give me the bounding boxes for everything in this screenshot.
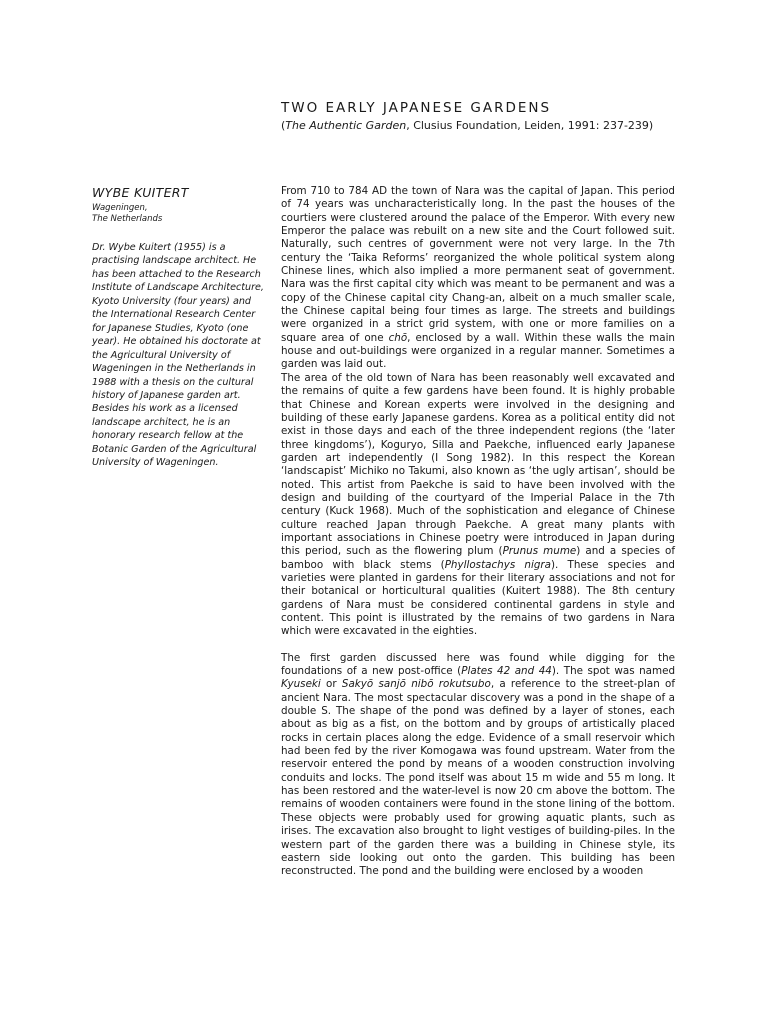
paragraph-1 <box>281 185 675 372</box>
p3-text-or: or <box>320 678 342 691</box>
p3-term-kyuseki: Kyuseki <box>281 678 321 691</box>
author-city: Wageningen, <box>92 203 148 213</box>
author-name: WYBE KUITERT <box>92 185 189 200</box>
article-body <box>281 185 675 879</box>
paragraph-3 <box>281 652 675 879</box>
author-bio: Dr. Wybe Kuitert (1955) is a practising landscape architect. He has been attached to the Research Institute of Landscape Architecture, Kyoto University (four years) and the International Research Center for Japanese Studies, Kyoto (one year). He obtained his doctorate at the Agricultural University of Wageningen in the Netherlands in 1988 with a thesis on the cultural history of Japanese garden art. Besides his work as a licensed landscape architect, he is an honorary research fellow at the Botanic Garden of the Agricultural University of Wageningen. <box>92 242 264 469</box>
p2-text-c: ). These species and varieties were planted in gardens for their literary associations and not for their botanical or horticultural qualities (Kuitert 1988). The 8th century gardens of Nara must be considered continental gardens in style and content. This point is illustrated by the remains of two gardens in Nara which were excavated in the eighties. <box>281 558 675 638</box>
p3-text-b: ). The spot was named <box>551 665 676 678</box>
author-country: The Netherlands <box>92 214 163 224</box>
author-sidebar <box>92 185 264 479</box>
source-details: , Clusius Foundation, Leiden, 1991: 237-239) <box>406 119 654 132</box>
p3-text-c: , a reference to the street-plan of ancient Nara. The most spectacular discovery was a pond in the shape of a double S. The shape of the pond was defined by a layer of stones, each about as big as a fist, on the bottom and by groups of artistically placed rocks in certain places along the edge. Evidence of a small reservoir which had been fed by the river Komogawa was found upstream. Water from the reservoir entered the pond by means of a wooden construction involving conduits and locks. The pond itself was about 15 m wide and 55 m long. It has been restored and the water-level is now 20 cm above the bottom. The remains of wooden containers were found in the stone lining of the bottom. These objects were probably used for growing aquatic plants, such as irises. The excavation also brought to light vestiges of building-piles. In the western part of the garden there was a building in Chinese style, its eastern side looking out onto the garden. This building has been reconstructed. The pond and the building were enclosed by a wooden <box>281 678 675 878</box>
p3-term-sakyo: Sakyō sanjō nibō rokutsubo <box>341 678 491 691</box>
p1-text-a: From 710 to 784 AD the town of Nara was the capital of Japan. This period of 74 years was uncharacteristically long. In the past the houses of the courtiers were clustered around the palace of the Emperor. With every new Emperor the palace was rebuilt on a new site and the Court followed suit. Naturally, such centres of government were not very large. In the 7th century the ‘Taika Reforms’ reorganized the whole political system along Chinese lines, which also implied a more permanent seat of government. Nara was the first capital city which was meant to be permanent and was a copy of the Chinese capital city Chang-an, albeit on a much smaller scale, the Chinese capital being four times as large. The streets and buildings were organized in a strict grid system, with one or more families on a square area of one <box>281 185 675 344</box>
p1-term-cho: chō <box>388 331 408 344</box>
p2-term-bamboo: Phyllostachys nigra <box>444 558 551 571</box>
article-title: TWO EARLY JAPANESE GARDENS <box>281 100 552 116</box>
p3-text-a: The first garden discussed here was found while digging for the foundations of a new post-office ( <box>281 651 675 678</box>
p2-text-a: The area of the old town of Nara has been reasonably well excavated and the remains of quite a few gardens have been found. It is highly probable that Chinese and Korean experts were involved in the designing and building of these early Japanese gardens. Korea as a political entity did not exist in those days and each of the three independent regions (the ‘later three kingdoms’), Koguryo, Silla and Paekche, influenced early Japanese garden art independently (I Song 1982). In this respect the Korean ‘landscapist’ Michiko no Takumi, also known as ‘the ugly artisan’, should be noted. This artist from Paekche is said to have been involved with the design and building of the courtyard of the Imperial Palace in the 7th century (Kuck 1968). Much of the sophistication and elegance of Chinese culture reached Japan through Paekche. A great many plants with important associations in Chinese poetry were introduced in Japan during this period, such as the flowering plum ( <box>281 371 675 558</box>
source-work-title: The Authentic Garden <box>285 119 407 132</box>
article-source <box>281 119 653 132</box>
paragraph-2 <box>281 372 675 639</box>
p2-term-plum: Prunus mume <box>502 545 577 558</box>
p1-text-b: , enclosed by a wall. Within these walls the main house and out-buildings were organized in a regular manner. Sometimes a garden was laid out. <box>281 331 675 371</box>
p3-plates-ref: Plates 42 and 44 <box>461 665 552 678</box>
p2-text-b: ) and a species of bamboo with black stems ( <box>281 545 676 571</box>
source-open-paren: ( <box>281 119 286 132</box>
